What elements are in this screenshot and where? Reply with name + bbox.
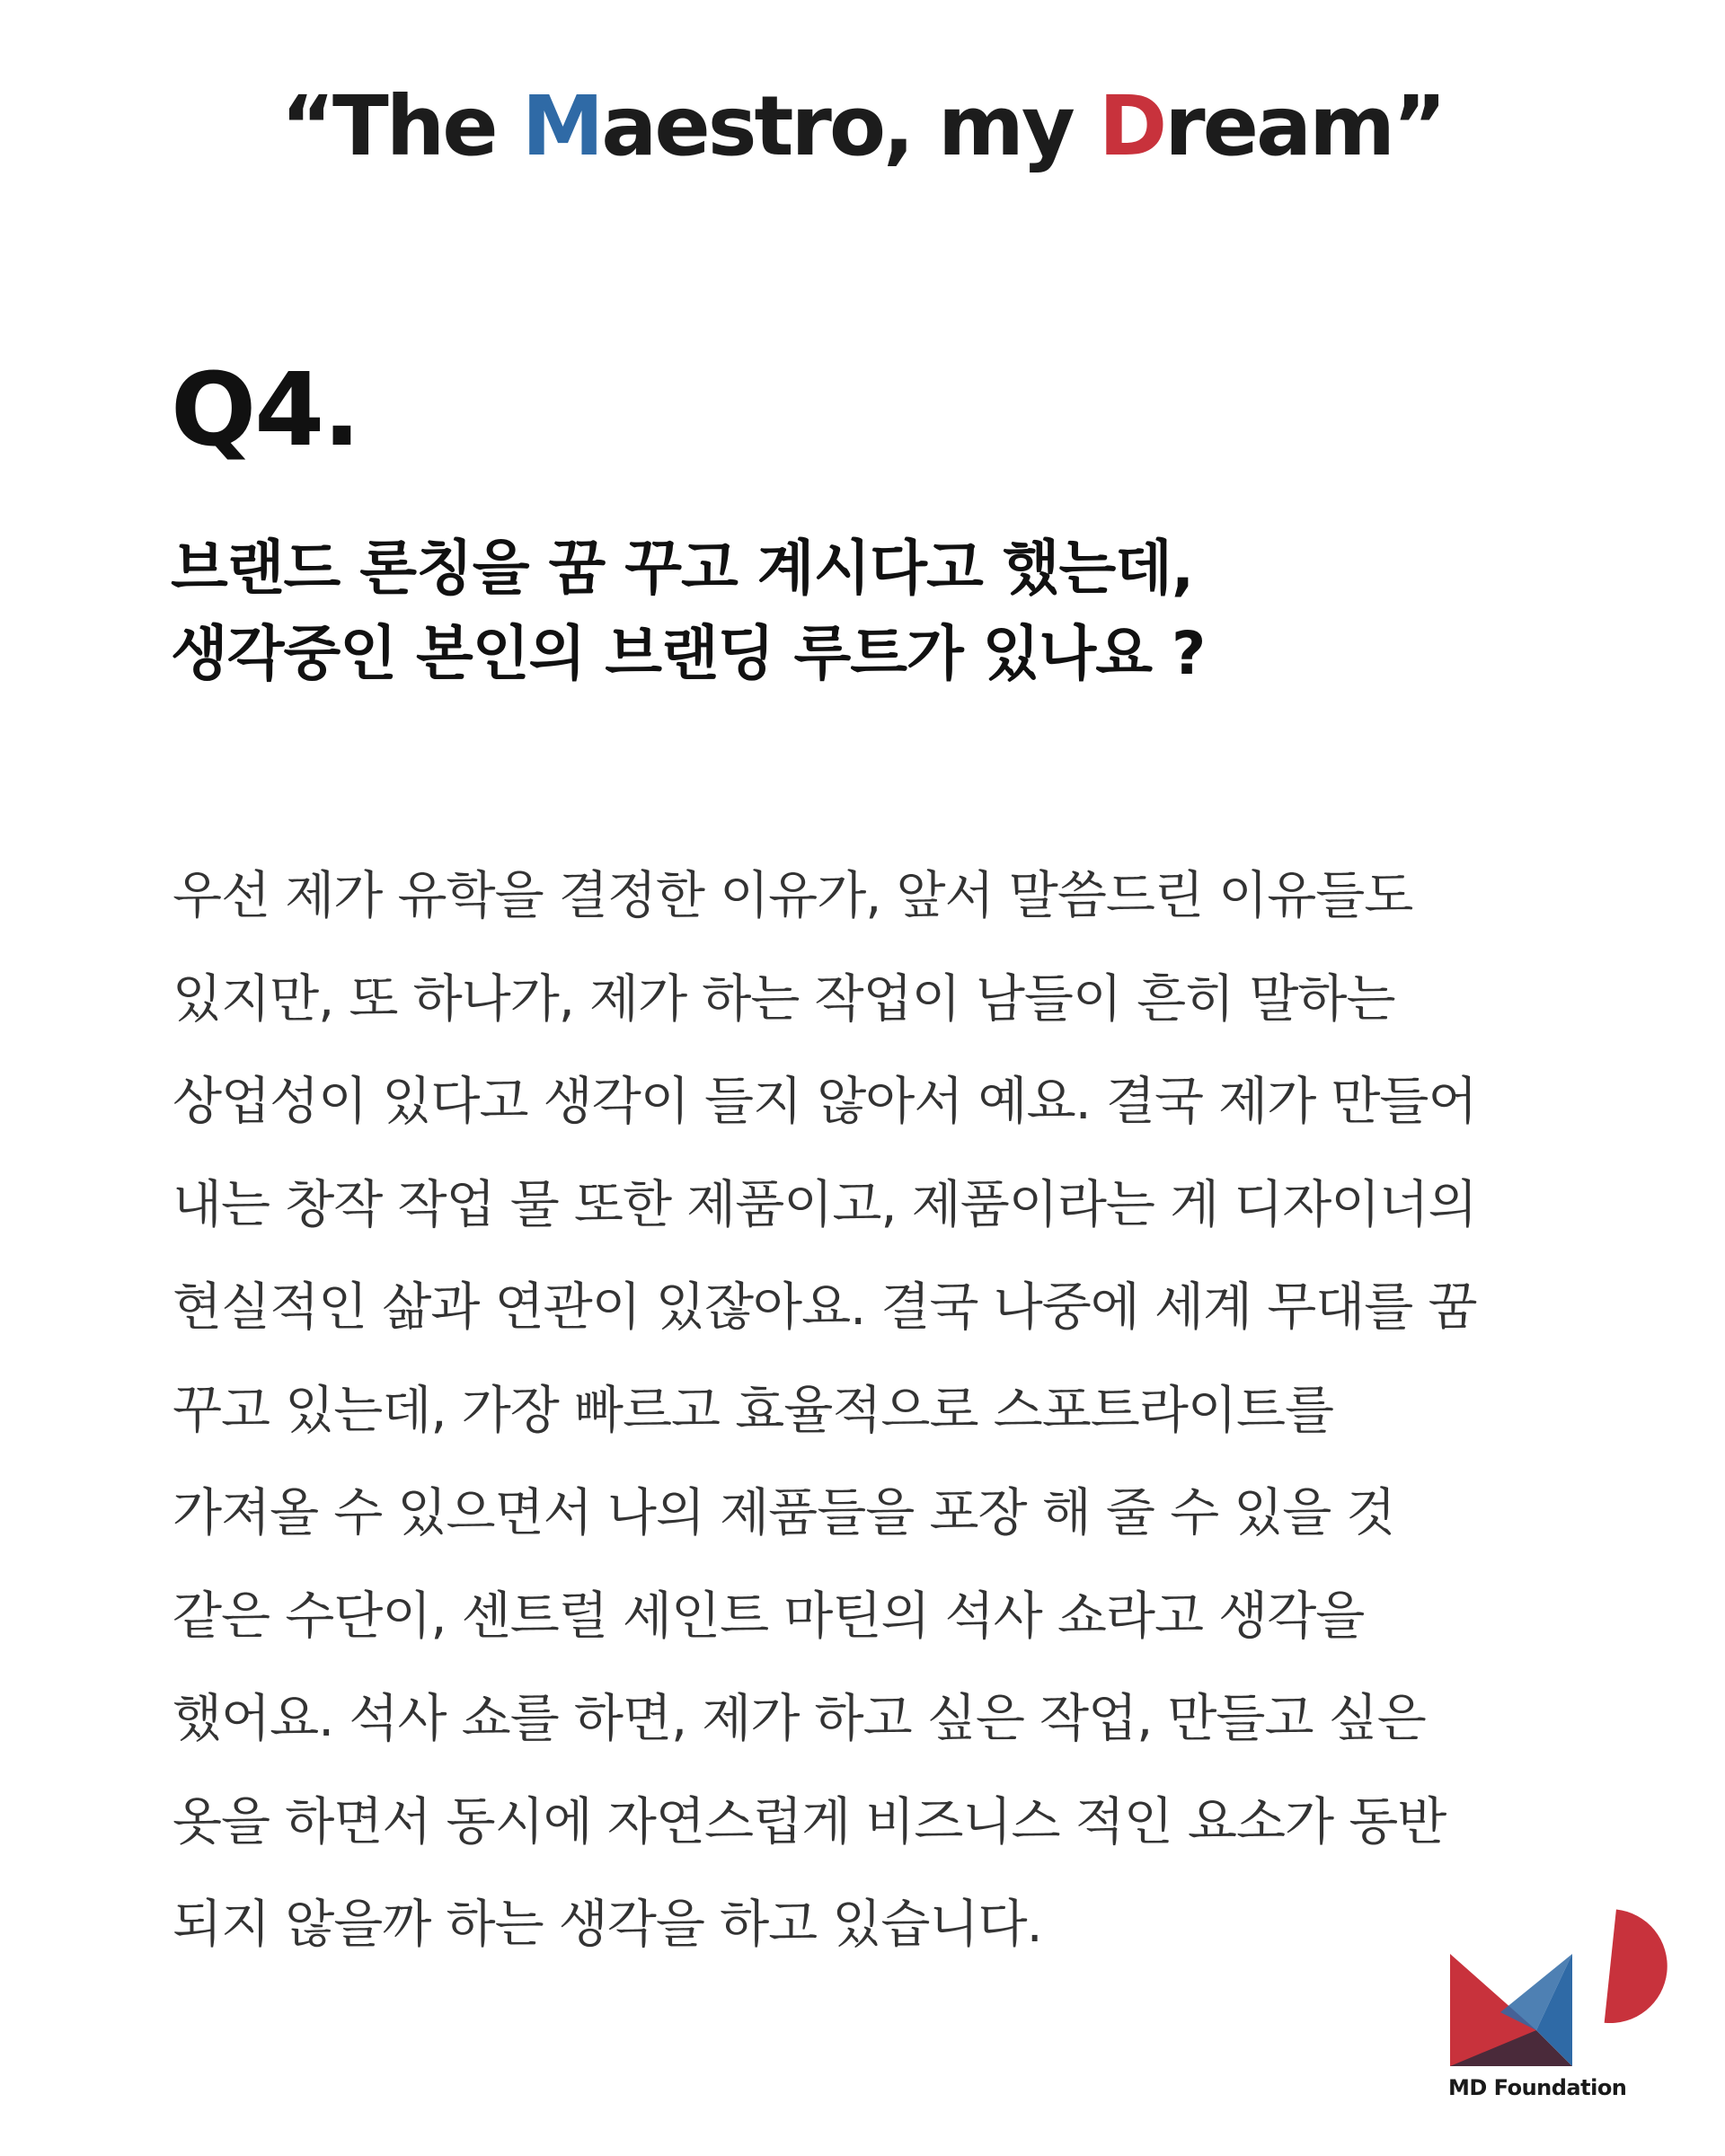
answer-line: 가져올 수 있으면서 나의 제품들을 포장 해 줄 수 있을 것 (172, 1483, 1395, 1542)
question-line: 생각중인 본인의 브랜딩 루트가 있나요 ? (171, 619, 1206, 688)
title-ream: ream (1164, 78, 1393, 174)
answer-text (172, 844, 1574, 1976)
title-letter-m: M (521, 78, 602, 174)
open-quote: “ (280, 78, 332, 174)
question-number: Q4. (171, 352, 359, 469)
page-title (0, 77, 1725, 176)
answer-line: 우선 제가 유학을 결정한 이유가, 앞서 말씀드린 이유들도 (172, 866, 1413, 925)
question-text (171, 526, 1608, 696)
answer-line: 같은 수단이, 센트럴 세인트 마틴의 석사 쇼라고 생각을 (172, 1586, 1365, 1646)
answer-line: 되지 않을까 하는 생각을 하고 있습니다. (172, 1895, 1042, 1954)
answer-line: 상업성이 있다고 생각이 들지 않아서 예요. 결국 제가 만들어 (172, 1072, 1477, 1131)
question-line: 브랜드 론칭을 꿈 꾸고 계시다고 했는데, (171, 534, 1194, 603)
answer-line: 했어요. 석사 쇼를 하면, 제가 하고 싶은 작업, 만들고 싶은 (172, 1689, 1426, 1748)
answer-line: 현실적인 삶과 연관이 있잖아요. 결국 나중에 세계 무대를 꿈 (172, 1277, 1477, 1337)
md-foundation-logo-icon (1438, 1904, 1671, 2102)
title-letter-d: D (1098, 78, 1165, 174)
title-the: The (332, 78, 522, 174)
answer-line: 있지만, 또 하나가, 제가 하는 작업이 남들이 흔히 말하는 (172, 968, 1395, 1029)
answer-line: 옷을 하면서 동시에 자연스럽게 비즈니스 적인 요소가 동반 (172, 1791, 1446, 1851)
logo-text: MD Foundation (1448, 2075, 1627, 2100)
close-quote: ” (1392, 78, 1445, 174)
logo-red-half-circle (1585, 1904, 1671, 2025)
answer-line: 내는 창작 작업 물 또한 제품이고, 제품이라는 게 디자이너의 (172, 1174, 1477, 1234)
answer-line: 꾸고 있는데, 가장 빠르고 효율적으로 스포트라이트를 (172, 1380, 1334, 1440)
title-aestro: aestro, my (601, 78, 1099, 174)
